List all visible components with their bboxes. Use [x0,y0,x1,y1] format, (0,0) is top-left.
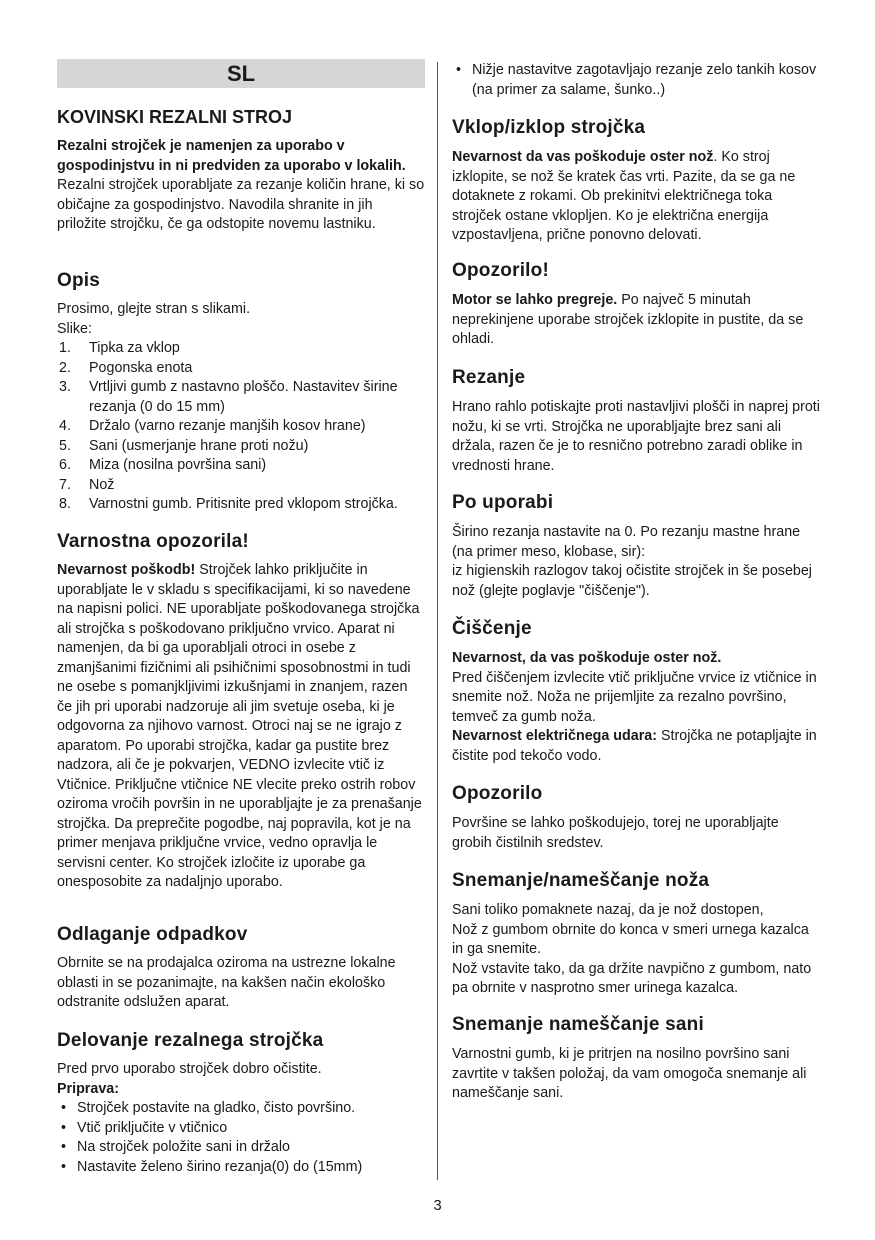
snemanje-noza-line2: Nož z gumbom obrnite do konca v smeri urnega kazalca in ga snemite. [452,921,809,957]
list-item: • Nižje nastavitve zagotavljajo rezanje zelo tankih kosov (na primer za salame, šunko..) [456,62,817,98]
list-item: 7. Nož [59,476,115,493]
document-title: KOVINSKI REZALNI STROJ [57,107,293,127]
delovanje-heading: Delovanje rezalnega strojčka [57,1030,324,1051]
opis-section [57,269,425,515]
po-uporabi-line1: Širino rezanja nastavite na 0. Po rezanju mastne hrane (na primer meso, klobase, sir): [452,524,801,560]
odlaganje-text: Obrnite se na prodajalca oziroma na ustrezne lokalne oblasti in se pozanimajte, na kakšen način ekološko odstranite odslužen aparat. [57,955,396,1010]
list-item: • Nastavite želeno širino rezanja(0) do (15mm) [61,1158,363,1175]
priprava-list [57,1099,425,1177]
snemanje-sani-section [452,1013,822,1104]
snemanje-noza-heading: Snemanje/nameščanje noža [452,870,710,891]
po-uporabi-heading: Po uporabi [452,492,554,513]
list-item: 3. Vrtljivi gumb z nastavno ploščo. Nastavitev širine rezanja (0 do 15 mm) [59,379,398,415]
opozorilo1-heading: Opozorilo! [452,260,549,281]
intro-text: Rezalni strojček uporabljate za rezanje količin hrane, ki so običajne za gospodinjstvo. Navodila shranite in jih priložite strojčku, če ga odstopite novemu lastniku. [57,177,425,232]
list-item: 5. Sani (usmerjanje hrane proti nožu) [59,437,309,454]
delovanje-section [57,1029,425,1177]
opozorilo2-text: Površine se lahko poškodujejo, torej ne uporabljajte grobih čistilnih sredstev. [452,815,779,851]
language-tag: SL [57,59,425,88]
list-item: 6. Miza (nosilna površina sani) [59,457,267,473]
ciscenje-section [452,617,822,766]
vklop-heading: Vklop/izklop strojčka [452,117,646,138]
po-uporabi-line2: iz higienskih razlogov takoj očistite strojček in še posebej nož (glejte poglavje "čiščenje"). [452,563,812,599]
column-divider [437,62,438,1180]
intro-section [57,137,425,235]
odlaganje-heading: Odlaganje odpadkov [57,924,248,945]
varnostna-text: Strojček lahko priključite in uporabljate le v skladu s specifikacijami, ki so navedene na napisni polici. NE uporabljate poškodovanega strojčka ali strojčka s poškodovano priključno vrvico. Aparat ni namenjen, da bi ga uporabljali otroci in osebe z zmanjšanimi fizičnimi ali psihičnimi sposobnostmi in tudi ne osebe s pomanjkljivimi izkušnjami in znanjem, razen če jih pri uporabi nadzoruje ali jim svetuje oseba, ki je odgovorna za njihovo varnost. Otroci naj se ne igrajo z aparatom. Po uporabi strojčka, kadar ga pustite brez nadzora, ali če je pokvarjen, VEDNO izvlecite vtič iz Vtičnice. Priključne vtičnice NE vlecite preko ostrih robov oziroma vročih površin in ne uporabljajte je za prenašanje strojčka. Da preprečite pogodbe, naj popravila, kot je na primer menjava priključne vrvice, vedno opravlja le servisni center. Ko strojček izločite iz uporabe ga onesposobite za nadaljnjo uporabo. [57,562,422,890]
parts-list [57,339,425,515]
opis-line2: Slike: [57,320,92,337]
vklop-section [452,116,822,246]
po-uporabi-section [452,491,822,601]
ciscenje-paragraph2: Nevarnost električnega udara: Strojčka ne potapljajte in čistite pod tekočo vodo. [452,728,817,764]
opis-heading: Opis [57,270,101,291]
opis-line1: Prosimo, glejte stran s slikami. [57,301,251,317]
rezanje-heading: Rezanje [452,367,526,388]
opozorilo1-section [452,259,822,350]
page-number: 3 [433,1197,442,1214]
list-item: • Strojček postavite na gladko, čisto površino. [61,1100,356,1116]
list-item: • Vtič priključite v vtičnico [61,1119,228,1136]
snemanje-noza-line3: Nož vstavite tako, da ga držite navpično z gumbom, nato pa obrnite v nasprotno smer urinega kazalca. [452,960,812,996]
ciscenje-heading: Čiščenje [452,618,532,639]
snemanje-sani-heading: Snemanje nameščanje sani [452,1014,704,1035]
delovanje-line1: Pred prvo uporabo strojček dobro očistite. [57,1061,322,1077]
varnostna-paragraph [57,561,425,893]
snemanje-noza-section [452,869,822,999]
continued-bullet [452,61,822,100]
list-item: 1. Tipka za vklop [59,340,180,356]
opozorilo2-section [452,782,822,853]
rezanje-section [452,366,822,476]
varnostna-section [57,530,425,893]
list-item: • Na strojček položite sani in držalo [61,1139,290,1155]
opozorilo2-heading: Opozorilo [452,783,543,804]
list-item: 8. Varnostni gumb. Pritisnite pred vklopom strojčka. [59,496,398,512]
list-item: 4. Držalo (varno rezanje manjših kosov hrane) [59,418,366,434]
odlaganje-section [57,923,425,1013]
varnostna-heading: Varnostna opozorila! [57,531,249,552]
priprava-label: Priprava: [57,1080,119,1097]
vklop-paragraph: Nevarnost da vas poškoduje oster nož. Ko stroj izklopite, se nož še kratek čas vrti. Pazite, da se ga ne dotaknete z rokami. Ob prekinitvi električnega toka strojček ostane vklopljen. Ko je električna energija vzpostavljena, prične ponovno delovati. [452,149,796,243]
ciscenje-bold1: Nevarnost, da vas poškoduje oster nož. [452,650,722,666]
rezanje-text: Hrano rahlo potiskajte proti nastavljivi plošči in naprej proti nožu, ki se vrti. Strojčka ne uporabljajte brez sani ali držala, razen če je to resnično potrebno zaradi oblike in vrednosti hrane. [452,399,820,474]
title-block [57,106,425,128]
snemanje-sani-text: Varnostni gumb, ki je pritrjen na nosilno površino sani zavrtite v takšen položaj, da vam omogoča snemanje ali nameščanje sani. [452,1046,807,1101]
intro-paragraph [57,137,425,235]
list-item: 2. Pogonska enota [59,359,193,376]
opozorilo1-paragraph: Motor se lahko pregreje. Po največ 5 minutah neprekinjene uporabe strojček izklopite in pustite, da se ohladi. [452,292,804,347]
snemanje-noza-line1: Sani toliko pomaknete nazaj, da je nož dostopen, [452,902,764,918]
intro-bold: Rezalni strojček je namenjen za uporabo v gospodinjstvu in ni predviden za uporabo v lokalih. [57,138,406,174]
ciscenje-text1: Pred čiščenjem izvlecite vtič priključne vrvice iz vtičnice in snemite nož. Noža ne prijemljite za rezalno površino, temveč za gumb noža. [452,669,817,725]
priprava-list-continued [452,61,822,100]
varnostna-bold: Nevarnost poškodb! [57,562,196,578]
